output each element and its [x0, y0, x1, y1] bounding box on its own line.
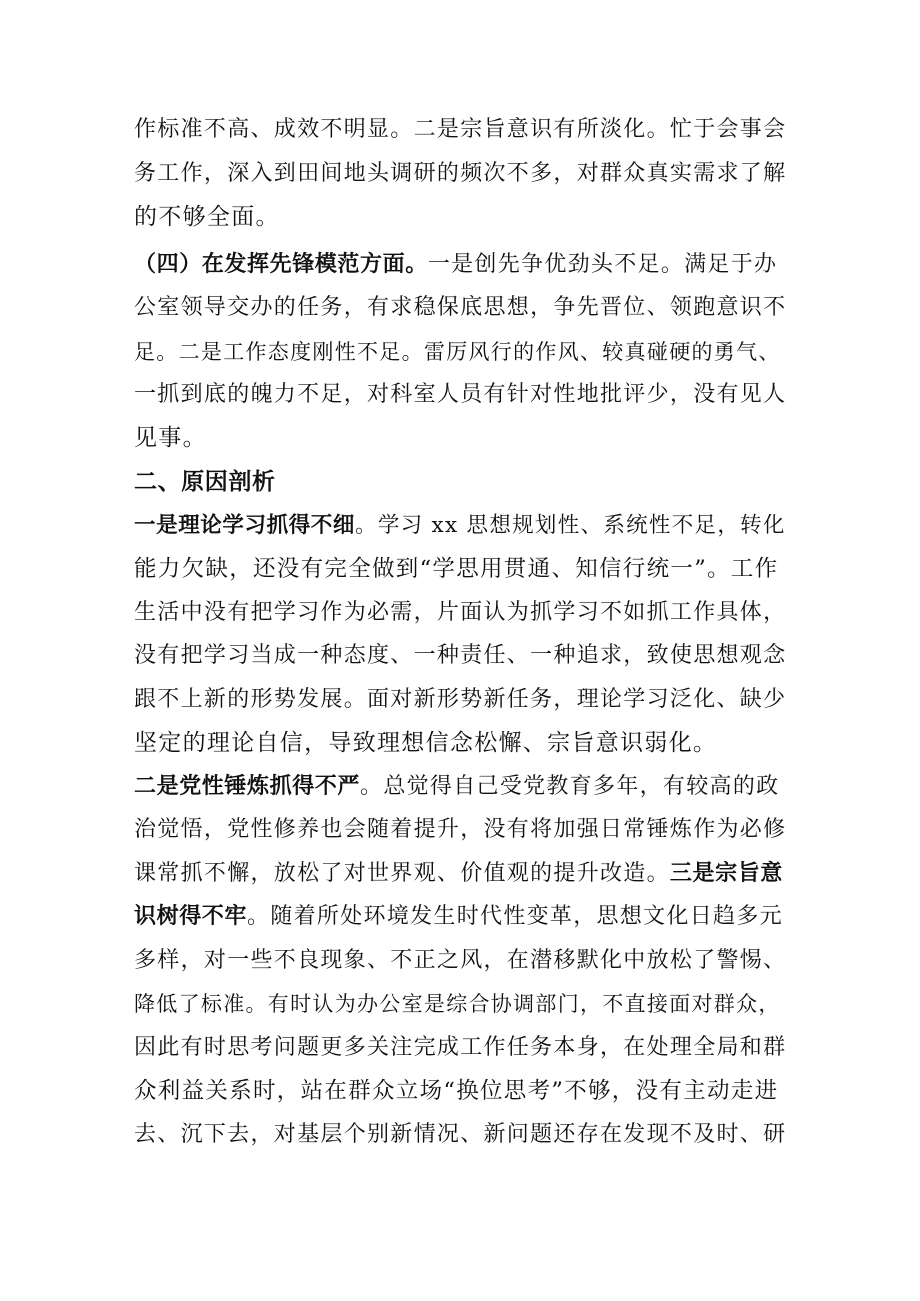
text-line: 足。二是工作态度刚性不足。雷厉风行的作风、较真碰硬的勇气、	[134, 340, 781, 364]
text-line: 务工作，深入到田间地头调研的频次不多，对群众真实需求了解	[134, 161, 787, 186]
text-line: 的不够全面。	[134, 204, 280, 230]
text-line: 没有把学习当成一种态度、一种责任、一种追求，致使思想观念	[134, 643, 787, 668]
text-line: 见事。	[134, 425, 207, 451]
text-line: 去、沉下去，对基层个别新情况、新问题还存在发现不及时、研	[134, 1122, 787, 1147]
text-line: 能力欠缺，还没有完全做到“学思用贯通、知信行统一”。工作	[134, 556, 779, 582]
text-line: 因此有时思考问题更多关注完成工作任务本身，在处理全局和群	[134, 1035, 787, 1060]
section-heading-line: （四）在发挥先锋模范方面。一是创先争优劲头不足。满足于办	[134, 252, 778, 277]
text-line: 课常抓不懈，放松了对世界观、价值观的提升改造。三是宗旨意	[134, 861, 783, 886]
text-line: 生活中没有把学习作为必需，片面认为抓学习不如抓工作具体，	[134, 600, 787, 625]
text-line: 坚定的理论自信，导致理想信念松懈、宗旨意识弱化。	[134, 730, 718, 756]
point-heading: 二是党性锤炼抓得不严	[134, 774, 361, 799]
point-heading-line: 识树得不牢。随着所处环境发生时代性变革，思想文化日趋多元	[134, 904, 783, 929]
point-heading: 一是理论学习抓得不细	[134, 513, 356, 538]
point-heading-line: 一是理论学习抓得不细。学习 xx 思想规划性、系统性不足，转化	[134, 513, 786, 538]
chapter-heading-line	[134, 467, 276, 497]
text-line: 作标准不高、成效不明显。二是宗旨意识有所淡化。忙于会事会	[134, 117, 787, 142]
section-heading: （四）在发挥先锋模范方面。	[134, 252, 428, 277]
text-line: 跟不上新的形势发展。面对新形势新任务，理论学习泛化、缺少	[134, 687, 787, 712]
text-line: 众利益关系时，站在群众立场“换位思考”不够，没有主动走进	[134, 1078, 779, 1104]
text-line: 降低了标准。有时认为办公室是综合协调部门，不直接面对群众，	[134, 992, 781, 1016]
text-line: 公室领导交办的任务，有求稳保底思想，争先晋位、领跑意识不	[134, 295, 787, 320]
point-heading: 识树得不牢	[134, 904, 248, 929]
chapter-heading: 二、原因剖析	[134, 469, 276, 495]
point-heading: 三是宗旨意	[669, 861, 783, 886]
text-line: 治觉悟，党性修养也会随着提升，没有将加强日常锤炼作为必修	[134, 817, 787, 842]
point-heading-line: 二是党性锤炼抓得不严。总觉得自己受党教育多年，有较高的政	[134, 774, 780, 799]
text-line: 多样，对一些不良现象、不正之风，在潜移默化中放松了警惕、	[134, 948, 787, 973]
text-line: 一抓到底的魄力不足，对科室人员有针对性地批评少，没有见人	[134, 382, 787, 407]
